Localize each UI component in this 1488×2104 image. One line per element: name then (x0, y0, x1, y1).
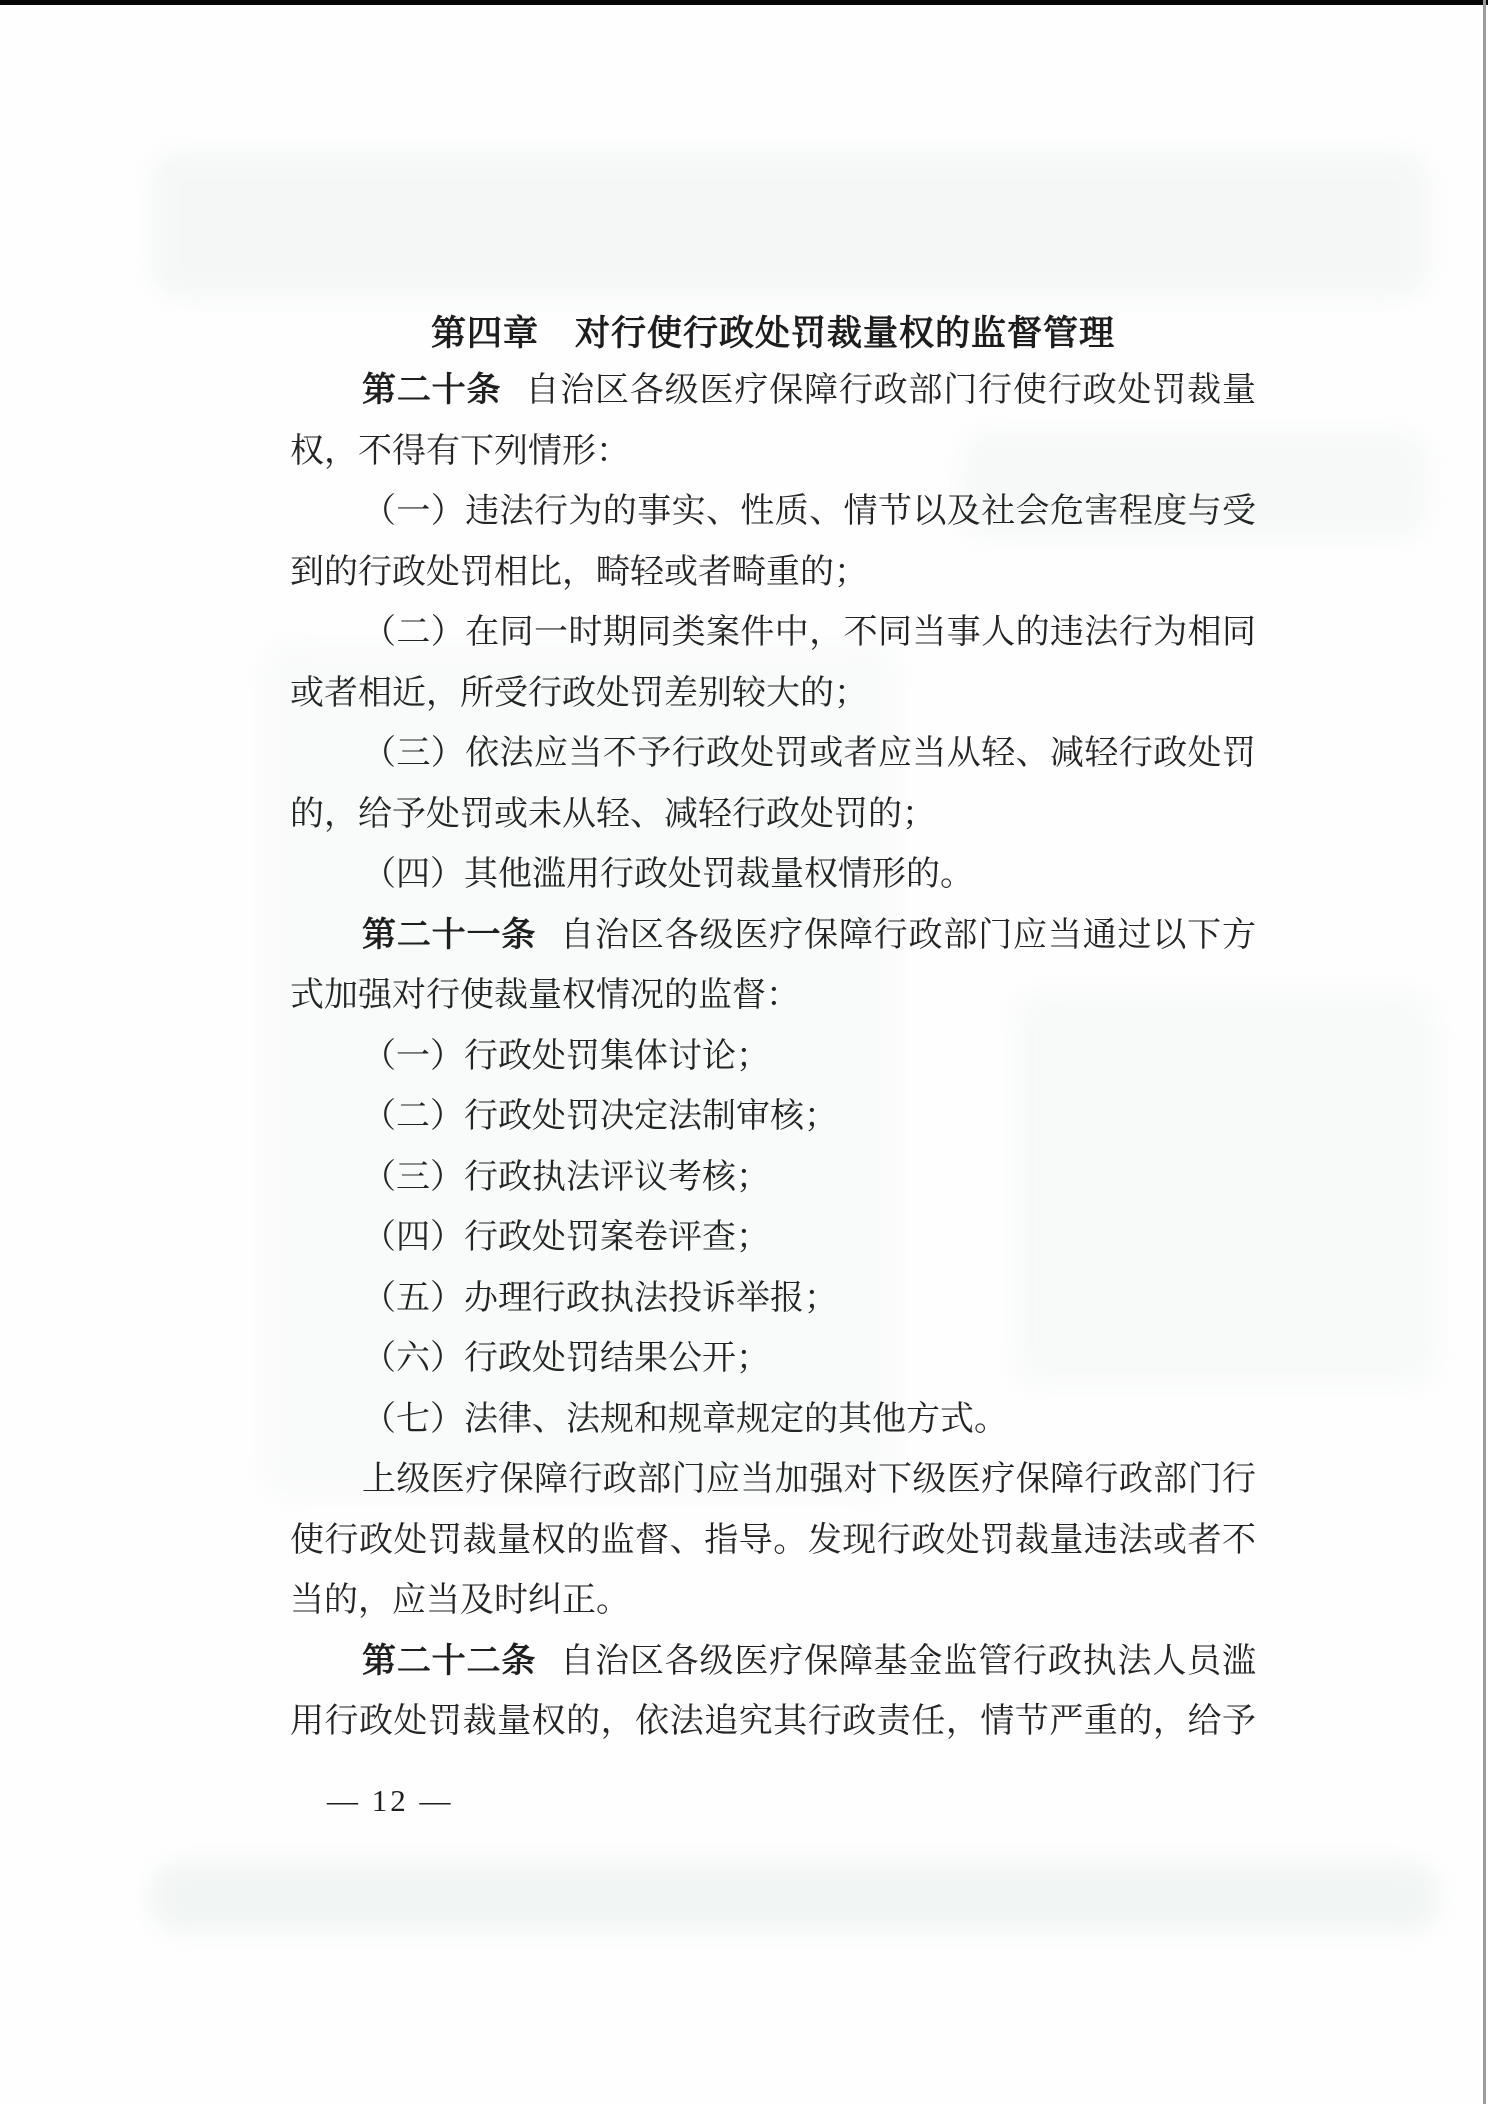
line-text: 用行政处罚裁量权的，依法追究其行政责任，情节严重的，给予 (290, 1703, 1256, 1740)
article-number: 第二十一条 (362, 916, 537, 954)
doc-line (290, 724, 1256, 785)
doc-line (290, 1692, 1256, 1753)
line-text: 自治区各级医疗保障行政部门应当通过以下方 (560, 916, 1257, 954)
doc-line (290, 361, 1256, 422)
line-text: （五）办理行政执法投诉举报； (362, 1279, 838, 1317)
doc-line (290, 1390, 1256, 1451)
doc-line (290, 1571, 1256, 1632)
line-text: （二）在同一时期同类案件中，不同当事人的违法行为相同 (362, 614, 1256, 651)
line-text: （七）法律、法规和规章规定的其他方式。 (362, 1400, 1008, 1438)
line-text: （六）行政处罚结果公开； (362, 1340, 770, 1377)
line-text: （三）依法应当不予行政处罚或者应当从轻、减轻行政处罚 (362, 735, 1256, 772)
chapter-heading: 第四章 对行使行政处罚裁量权的监督管理 (430, 314, 1115, 353)
doc-line (290, 1027, 1256, 1088)
doc-line (290, 1329, 1256, 1390)
line-text: （一）行政处罚集体讨论； (362, 1037, 770, 1075)
line-text: 到的行政处罚相比，畸轻或者畸重的； (290, 553, 868, 591)
top-scan-edge (0, 0, 1488, 5)
doc-line (290, 1269, 1256, 1330)
doc-line (290, 906, 1256, 967)
bleed-through-artifact (150, 150, 1430, 300)
line-text: （四）其他滥用行政处罚裁量权情形的。 (362, 856, 974, 893)
doc-line (290, 966, 1256, 1027)
doc-line (290, 1087, 1256, 1148)
line-text: 的，给予处罚或未从轻、减轻行政处罚的； (290, 795, 936, 833)
line-text: 权，不得有下列情形： (290, 432, 630, 470)
line-text: （一）违法行为的事实、性质、情节以及社会危害程度与受 (362, 493, 1256, 530)
line-text: 自治区各级医疗保障基金监管行政执法人员滥 (560, 1642, 1257, 1680)
line-text: 上级医疗保障行政部门应当加强对下级医疗保障行政部门行 (362, 1461, 1256, 1498)
doc-line (290, 603, 1256, 664)
article-number: 第二十条 (362, 372, 502, 409)
doc-line (290, 1208, 1256, 1269)
line-text: （二）行政处罚决定法制审核； (362, 1098, 838, 1135)
line-text: 自治区各级医疗保障行政部门行使行政处罚裁量 (525, 372, 1257, 409)
doc-line (290, 785, 1256, 846)
doc-line (290, 1450, 1256, 1511)
document-body (290, 361, 1256, 1753)
line-text: 当的，应当及时纠正。 (290, 1582, 630, 1619)
line-text: 式加强对行使裁量权情况的监督： (290, 977, 800, 1014)
bleed-through-artifact (150, 1862, 1440, 1932)
line-text: （三）行政执法评议考核； (362, 1158, 770, 1196)
doc-line (290, 482, 1256, 543)
right-scan-edge (1483, 0, 1486, 2104)
doc-line (290, 543, 1256, 604)
line-text: 使行政处罚裁量权的监督、指导。发现行政处罚裁量违法或者不 (290, 1521, 1256, 1559)
doc-line (290, 1148, 1256, 1209)
page-number: — 12 — (327, 1783, 454, 1818)
doc-line (290, 1632, 1256, 1693)
line-text: 或者相近，所受行政处罚差别较大的； (290, 674, 868, 712)
doc-line (290, 1511, 1256, 1572)
article-number: 第二十二条 (362, 1642, 537, 1680)
line-text: （四）行政处罚案卷评查； (362, 1219, 770, 1256)
doc-line (290, 422, 1256, 483)
doc-line (290, 664, 1256, 725)
doc-line (290, 845, 1256, 906)
